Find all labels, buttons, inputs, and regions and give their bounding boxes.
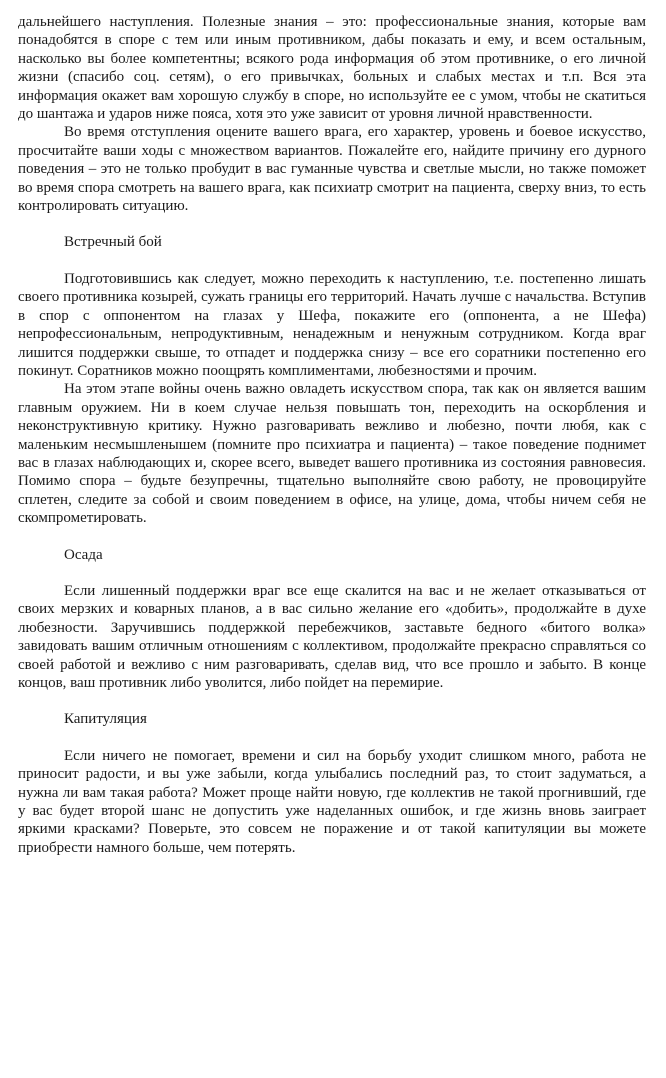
paragraph-battle-1: Подготовившись как следует, можно переходить к наступлению, т.е. постепенно лишать своего противника козырей, сужать границы его территорий. Начать лучше с начальства. Вступив в спор с оппонентом на глазах у Шефа, покажите его (оппонента, а не Шефа) непрофессиональным, непродуктивным, ненадежным и ненужным сотрудником. Когда враг лишится поддержки свыше, то отпадет и поддержка снизу – все его соратники постепенно его покинут. Соратников можно поощрять комплиментами, любезностями и прочим. (18, 270, 646, 379)
paragraph-battle-2: На этом этапе войны очень важно овладеть искусством спора, так как он является вашим главным оружием. Ни в коем случае нельзя повышать тон, переходить на оскорбления и неконструктивную критику. Нужно разговаривать вежливо и любезно, почти любя, как с маленьким несмышленышем (помните про психиатра и пациента) – такое поведение поднимет вас в глазах наблюдающих и, скорее всего, выведет вашего противника из состояния равновесия. Помимо спора – будьте безупречны, тщательно выполняйте свою работу, не провоцируйте сплетен, следите за собой и своим поведением в офисе, на улице, дома, чтобы ничем себя не скомпрометировать. (18, 381, 646, 527)
paragraph-retreat: Во время отступления оцените вашего врага, его характер, уровень и боевое искусство, просчитайте ваши ходы с множеством вариантов. Пожалейте его, найдите причину его дурного поведения – это не только пробудит в вас гуманные чувства и светлые мысли, но также поможет во время спора смотреть на вашего врага, как психиатр смотрит на пациента, сверху вниз, то есть контролировать ситуацию. (18, 124, 646, 215)
section-heading-battle: Встречный бой (64, 234, 162, 251)
section-heading-siege: Осада (64, 546, 103, 563)
section-heading-capitulation: Капитуляция (64, 711, 147, 728)
paragraph-capitulation: Если ничего не помогает, времени и сил на борьбу уходит слишком много, работа не приносит радости, и вы уже забыли, когда улыбались последний раз, то стоит задуматься, а нужна ли вам такая работа? Может проще найти новую, где коллектив не такой прогнивший, где у вас будет второй шанс не допустить уже наделанных ошибок, и где жизнь вновь заиграет яркими красками? Поверьте, это совсем не поражение и от такой капитуляции вы можете приобрести намного больше, чем потерять. (18, 747, 646, 856)
document-page (18, 13, 646, 857)
paragraph-continued: дальнейшего наступления. Полезные знания – это: профессиональные знания, которые вам понадобятся в споре с тем или иным противником, дабы показать и ему, и всем остальным, насколько вы более компетентны; всякого рода информация об этом противнике, о его личной жизни (спасибо соц. сетям), о его привычках, больных и слабых местах и т.п. Вся эта информация окажет вам хорошую службу в споре, но используйте ее с умом, чтобы не скатиться до шантажа и ударов ниже пояса, хотя это уже зависит от уровня личной нравственности. (18, 14, 646, 123)
paragraph-siege: Если лишенный поддержки враг все еще скалится на вас и не желает отказываться от своих мерзких и коварных планов, а в вас сильно желание его «добить», продолжайте в духе любезности. Заручившись поддержкой перебежчиков, заставьте бедного «битого волка» завидовать вашим отличным отношениям с коллективом, продолжайте прекрасно справляться со своей работой и вежливо с ним разговаривать, сделав вид, что все прошло и забыто. В конце концов, ваш противник либо уволится, либо пойдет на перемирие. (18, 582, 646, 691)
